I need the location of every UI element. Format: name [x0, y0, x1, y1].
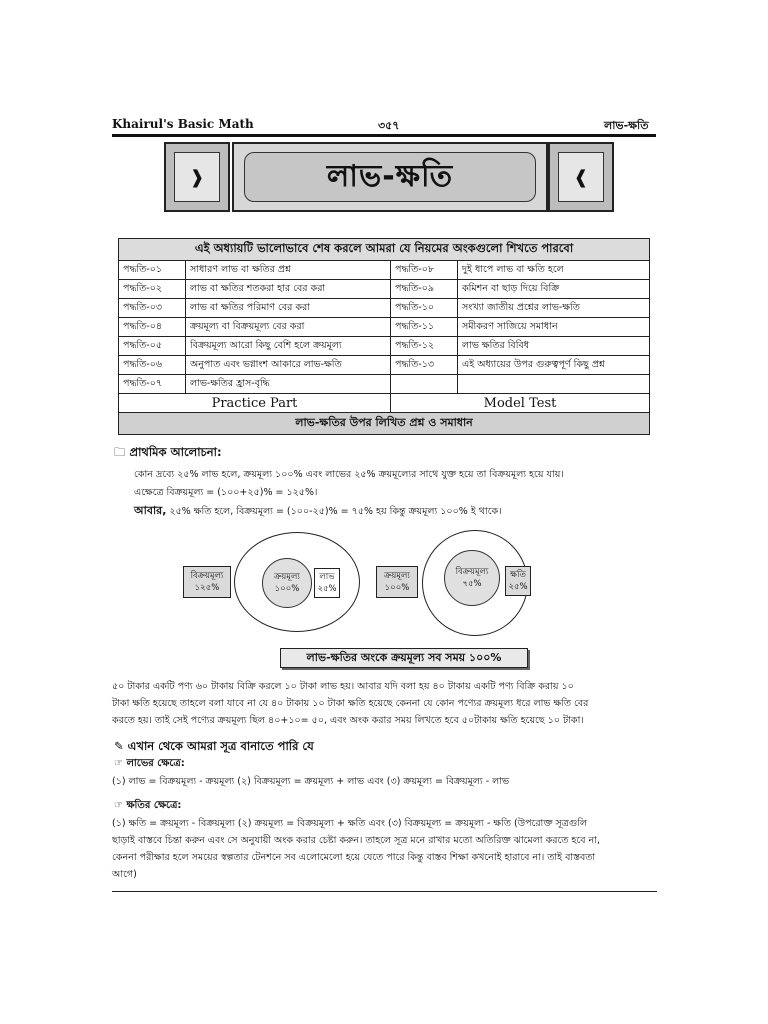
banner-right-ornament	[548, 142, 614, 212]
profit-case-heading	[114, 756, 185, 773]
pointer-icon: ☞	[114, 758, 123, 769]
cost-price-circle-profit	[262, 558, 312, 608]
method-number: পদ্ধতি-১৩	[391, 356, 458, 375]
table-row	[119, 299, 650, 318]
cost-value: ১০০%	[384, 583, 410, 593]
loss-case-heading	[114, 798, 181, 815]
method-topic: লাভ ক্ষতির বিবিধ	[458, 337, 650, 356]
intro-line-3	[134, 502, 654, 520]
method-number: পদ্ধতি-০২	[119, 280, 186, 299]
chapter-banner	[232, 142, 548, 212]
method-number: পদ্ধতি-১০	[391, 299, 458, 318]
selling-price-circle-loss	[444, 550, 500, 606]
intro-heading	[114, 444, 222, 464]
cost-label: ক্রয়মূল্য	[274, 572, 300, 582]
method-number: পদ্ধতি-০৫	[119, 337, 186, 356]
methods-table-heading: এই অধ্যায়টি ভালোভাবে শেষ করলে আমরা যে নিয়মের অংকগুলো শিখতে পারবো	[119, 239, 650, 261]
table-row	[119, 261, 650, 280]
intro-line-1: কোন দ্রব্যে ২৫% লাভ হলে, ক্রয়মূল্য ১০০% এবং লাভের ২৫% ক্রয়মূল্যের সাথে যুক্ত হয়ে তা বিক্রয়মূল্য হয়ে যায়।	[134, 469, 564, 480]
book-title: Khairul's Basic Math	[112, 117, 254, 131]
empty-cell	[458, 375, 650, 394]
banner-left-ornament	[164, 142, 230, 212]
formulas-heading	[114, 738, 314, 757]
model-test-label: Model Test	[391, 394, 650, 413]
folder-icon: 🗀	[114, 445, 126, 459]
table-row	[119, 280, 650, 299]
cost-price-box-loss	[376, 566, 418, 598]
method-topic: বিক্রয়মূল্য আরো কিছু বেশি হলে ক্রয়মূল্য	[186, 337, 391, 356]
method-topic: সমীকরণ সাজিয়ে সমাধান	[458, 318, 650, 337]
intro-line-2: এক্ষেত্রে বিক্রয়মূল্য = (১০০+২৫)% = ১২৫%।	[134, 487, 318, 498]
chevron-right-icon: ❱	[174, 152, 220, 202]
selling-value: ১২৫%	[194, 583, 220, 593]
loss-formulas-line-2: ছাড়াই বাস্তবে চিন্তা করুন এবং সে অনুযায়ী অংক করার চেষ্টা করুন। তাহলে সূত্র মনে রাখার মতো অতিরিক্ত ঝামেলা করতে হবে না,	[112, 835, 600, 846]
profit-label: লাভ	[319, 572, 335, 582]
method-number: পদ্ধতি-০৮	[391, 261, 458, 280]
method-topic: সংখ্যা জাতীয় প্রশ্নের লাভ-ক্ষতি	[458, 299, 650, 318]
pen-icon: ✎	[114, 739, 124, 753]
loss-label: ক্ষতি	[510, 570, 526, 580]
method-number: পদ্ধতি-১২	[391, 337, 458, 356]
written-questions-label: লাভ-ক্ষতির উপর লিখিত প্রশ্ন ও সমাধান	[119, 413, 650, 435]
loss-formulas-line-1: (১) ক্ষতি = ক্রয়মূল্য - বিক্রয়মূল্য (২) ক্রয়মূল্য = বিক্রয়মূল্য + ক্ষতি এবং (৩) বিক্রয়মূল্য = ক্রয়মূল্য - ক্ষতি (উপরোক্ত সূত্রগুলি	[112, 818, 588, 829]
loss-formulas-line-3: কেননা পরীক্ষার হলে সময়ের স্বল্পতার টেনশনে সব এলোমেলো হয়ে যেতে পারে কিন্তু বাস্তব শিক্ষা কখনোই হারাবে না। তাই বাস্তবতা	[112, 852, 596, 863]
method-number: পদ্ধতি-০৯	[391, 280, 458, 299]
method-topic: ক্রয়মূল্য বা বিক্রয়মূল্য বের করা	[186, 318, 391, 337]
example-line-2: টাকা ক্ষতি হয়েছে তাহলে বলা যাবে না যে ৪০ টাকায় ১০ টাকা ক্ষতি হয়েছে কেননা যে কোন পণ্যের ক্রয়মূল্য ধরে লাভ ক্ষতি বের	[112, 698, 589, 709]
method-number: পদ্ধতি-০৩	[119, 299, 186, 318]
selling-label: বিক্রয়মূল্য	[455, 567, 489, 577]
intro-heading-text: প্রাথমিক আলোচনা:	[129, 445, 222, 459]
table-row	[119, 318, 650, 337]
chevron-left-icon: ❰	[558, 152, 604, 202]
method-topic: এই অধ্যায়ের উপর গুরুত্বপূর্ণ কিছু প্রশ্ন	[458, 356, 650, 375]
cost-label: ক্রয়মূল্য	[384, 571, 410, 581]
selling-label: বিক্রয়মূল্য	[190, 571, 224, 581]
table-row	[119, 337, 650, 356]
page-number: ৩৫৭	[378, 119, 400, 132]
empty-cell	[391, 375, 458, 394]
profit-formulas: (১) লাভ = বিক্রয়মূল্য - ক্রয়মূল্য (২) বিক্রয়মূল্য = ক্রয়মূল্য + লাভ এবং (৩) ক্রয়মূল্য = বিক্রয়মূল্য - লাভ	[112, 776, 510, 787]
method-number: পদ্ধতি-০১	[119, 261, 186, 280]
selling-value: ৭৫%	[462, 579, 482, 589]
formulas-heading-text: এখান থেকে আমরা সূত্র বানাতে পারি যে	[127, 739, 314, 753]
method-topic: লাভ বা ক্ষতির শতকরা হার বের করা	[186, 280, 391, 299]
footer-rule	[112, 891, 657, 892]
loss-box	[505, 566, 531, 596]
method-number: পদ্ধতি-১১	[391, 318, 458, 337]
method-topic: কমিশন বা ছাড় দিয়ে বিক্রি	[458, 280, 650, 299]
header-rule	[112, 134, 656, 137]
method-number: পদ্ধতি-০৪	[119, 318, 186, 337]
table-row	[119, 375, 650, 394]
method-number: পদ্ধতি-০৭	[119, 375, 186, 394]
method-topic: সাধারণ লাভ বা ক্ষতির প্রশ্ন	[186, 261, 391, 280]
practice-part-label: Practice Part	[119, 394, 391, 413]
intro-line-3-lead: আবার,	[134, 504, 167, 517]
method-topic: লাভ বা ক্ষতির পরিমাণ বের করা	[186, 299, 391, 318]
pointer-icon: ☞	[114, 800, 123, 811]
methods-table	[118, 238, 650, 435]
table-row	[119, 356, 650, 375]
method-topic: দুই ধাপে লাভ বা ক্ষতি হলে	[458, 261, 650, 280]
loss-formulas-line-4: আগে)	[112, 869, 137, 880]
method-number: পদ্ধতি-০৬	[119, 356, 186, 375]
cost-value: ১০০%	[274, 584, 300, 594]
example-line-1: ৫০ টাকার একটি পণ্য ৬০ টাকায় বিক্রি করলে ১০ টাকা লাভ হয়। আবার যদি বলা হয় ৪০ টাকায় একটি পণ্য বিক্রি করায় ১০	[112, 681, 574, 692]
method-topic: অনুপাত এবং ভগ্নাংশ আকারে লাভ-ক্ষতি	[186, 356, 391, 375]
selling-price-box-profit	[183, 566, 231, 598]
chapter-title: লাভ-ক্ষতি	[326, 158, 454, 194]
cost-price-rule-banner: লাভ-ক্ষতির অংকে ক্রয়মূল্য সব সময় ১০০%	[280, 648, 528, 668]
chapter-short-title: লাভ-ক্ষতি	[604, 119, 649, 132]
loss-value: ২৫%	[508, 582, 528, 592]
profit-box	[314, 568, 340, 598]
loss-case-text: ক্ষতির ক্ষেত্রে:	[126, 800, 182, 811]
example-line-3: করতে হয়। তাই সেই পণ্যের ক্রয়মূল্য ছিল ৪০+১০= ৫০, এবং অংক করার সময় লিখতে হবে ৫০টাকায় ক্ষতি হয়েছে ১০ টাকা।	[112, 715, 584, 726]
method-topic: লাভ-ক্ষতির হ্রাস-বৃদ্ধি	[186, 375, 391, 394]
profit-case-text: লাভের ক্ষেত্রে:	[126, 758, 185, 769]
intro-line-3-text: ২৫% ক্ষতি হলে, বিক্রয়মূল্য = (১০০-২৫)% = ৭৫% হয় কিন্তু ক্রয়মূল্য ১০০% ই থাকে।	[169, 506, 502, 517]
profit-value: ২৫%	[317, 584, 337, 594]
